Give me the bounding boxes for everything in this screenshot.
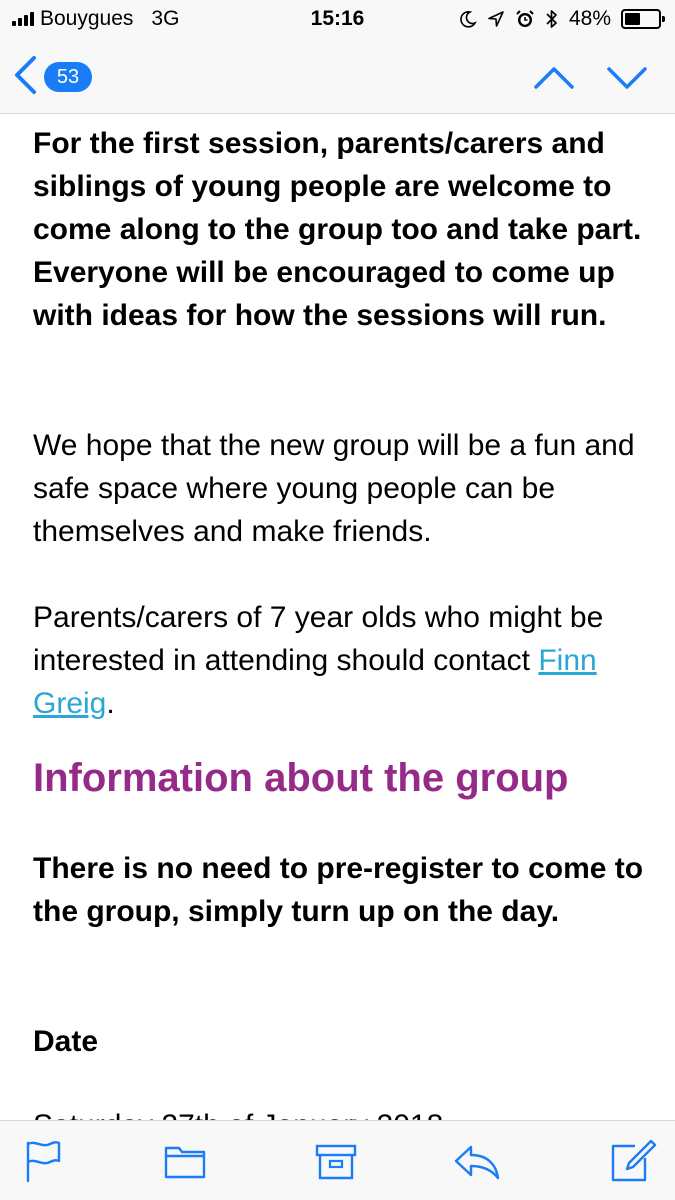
contact-end: . (106, 687, 115, 720)
message-body (33, 114, 653, 1120)
archive-button[interactable] (314, 1139, 358, 1183)
previous-message-icon (533, 83, 575, 100)
contact-paragraph (33, 596, 653, 725)
carrier-name: Bouygues (40, 7, 134, 30)
compose-icon (609, 1139, 653, 1183)
bottom-toolbar (0, 1120, 675, 1200)
bluetooth-icon (545, 9, 559, 29)
folder-icon (163, 1139, 207, 1183)
battery-percent: 48% (568, 7, 611, 30)
section-heading: Information about the group (33, 756, 569, 800)
network-type: 3G (151, 7, 180, 30)
navigation-bar (0, 40, 675, 114)
date-label: Date (33, 1025, 99, 1058)
previous-message-button[interactable] (533, 60, 575, 96)
battery-tip (662, 16, 665, 22)
back-button[interactable] (12, 52, 92, 102)
signal-strength-icon (12, 12, 34, 26)
archive-icon (314, 1139, 358, 1183)
next-message-icon (606, 83, 648, 100)
move-to-folder-button[interactable] (163, 1139, 207, 1183)
status-time: 15:16 (310, 7, 365, 30)
contact-link[interactable]: Finn Greig (33, 644, 597, 720)
reply-button[interactable] (453, 1139, 497, 1183)
hope-paragraph: We hope that the new group will be a fun and safe space where young people can be themselves and make friends. (33, 429, 635, 548)
flag-icon (22, 1139, 66, 1183)
reply-icon (453, 1139, 497, 1183)
moon-icon (459, 10, 477, 28)
no-register-paragraph: There is no need to pre-register to come to the group, simply turn up on the day. (33, 852, 644, 928)
battery-level-fill (625, 13, 640, 25)
next-message-button[interactable] (606, 60, 648, 96)
flag-button[interactable] (22, 1139, 66, 1183)
location-arrow-icon (487, 10, 505, 28)
compose-button[interactable] (609, 1139, 653, 1183)
unread-count-badge: 53 (44, 62, 92, 92)
battery-icon (621, 9, 661, 29)
back-chevron-icon (12, 55, 38, 100)
intro-paragraph: For the first session, parents/carers and siblings of young people are welcome to come along to the group too and take part. Everyone will be encouraged to come up with ideas for how the sessions will run. (33, 127, 642, 332)
contact-text: Parents/carers of 7 year olds who might be interested in attending should contact (33, 601, 604, 677)
status-left (12, 6, 179, 32)
alarm-icon (515, 9, 535, 29)
status-bar (0, 0, 675, 40)
status-right (459, 6, 661, 32)
